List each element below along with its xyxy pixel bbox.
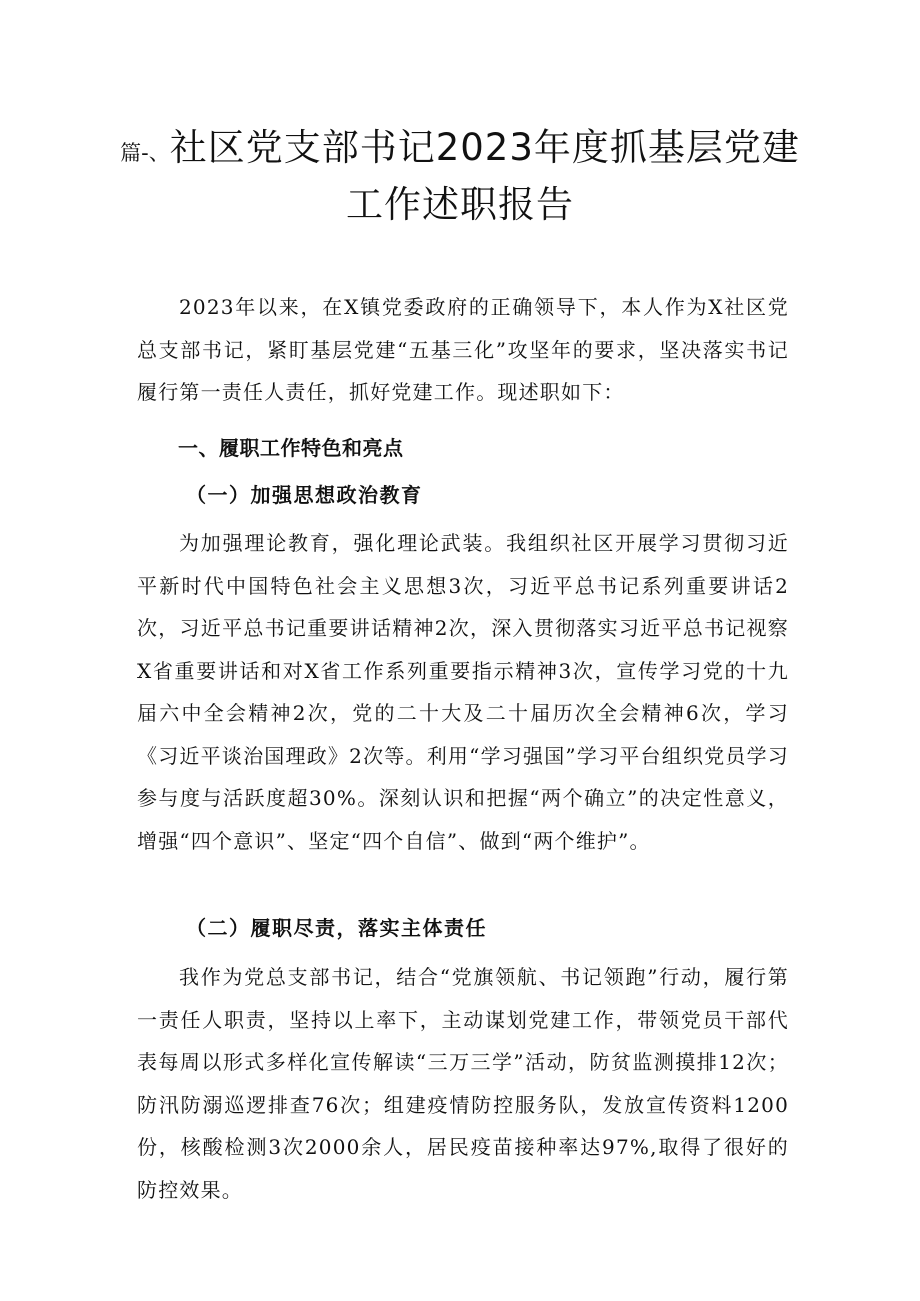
- subsection-heading-1: （一）加强思想政治教育: [186, 483, 423, 507]
- document-title-line1: [0, 126, 920, 175]
- title-text-line1: 社区党支部书记2023年度抓基层党建: [169, 126, 800, 169]
- title-prefix: 篇-、: [120, 141, 170, 165]
- subsection-heading-2: （二）履职尽责，落实主体责任: [186, 916, 487, 940]
- intro-paragraph: 2023年以来，在X镇党委政府的正确领导下，本人作为X社区党总支部书记，紧盯基层党建“五基三化”攻坚年的要求，坚决落实书记履行第一责任人责任，抓好党建工作。现述职如下：: [137, 295, 789, 404]
- subsection-1-paragraph: 为加强理论教育，强化理论武装。我组织社区开展学习贯彻习近平新时代中国特色社会主义思想3次，习近平总书记系列重要讲话2次，习近平总书记重要讲话精神2次，深入贯彻落实习近平总书记视察X省重要讲话和对X省工作系列重要指示精神3次，宣传学习党的十九届六中全会精神2次，党的二十大及二十届历次全会精神6次，学习《习近平谈治国理政》2次等。利用“学习强国”学习平台组织党员学习参与度与活跃度超30%。深刻认识和把握“两个确立”的决定性意义，增强“四个意识”、坚定“四个自信”、做到“两个维护”。: [137, 531, 789, 853]
- document-title-line2: 工作述职报告: [346, 183, 574, 226]
- subsection-2-paragraph: 我作为党总支部书记，结合“党旗领航、书记领跑”行动，履行第一责任人职责，坚持以上率下，主动谋划党建工作，带领党员干部代表每周以形式多样化宣传解读“三万三学”活动，防贫监测摸排12次；防汛防溺巡逻排查76次；组建疫情防控服务队，发放宣传资料1200份，核酸检测3次2000余人，居民疫苗接种率达97%,取得了很好的防控效果。: [137, 965, 789, 1202]
- section-heading-1: 一、履职工作特色和亮点: [178, 436, 404, 460]
